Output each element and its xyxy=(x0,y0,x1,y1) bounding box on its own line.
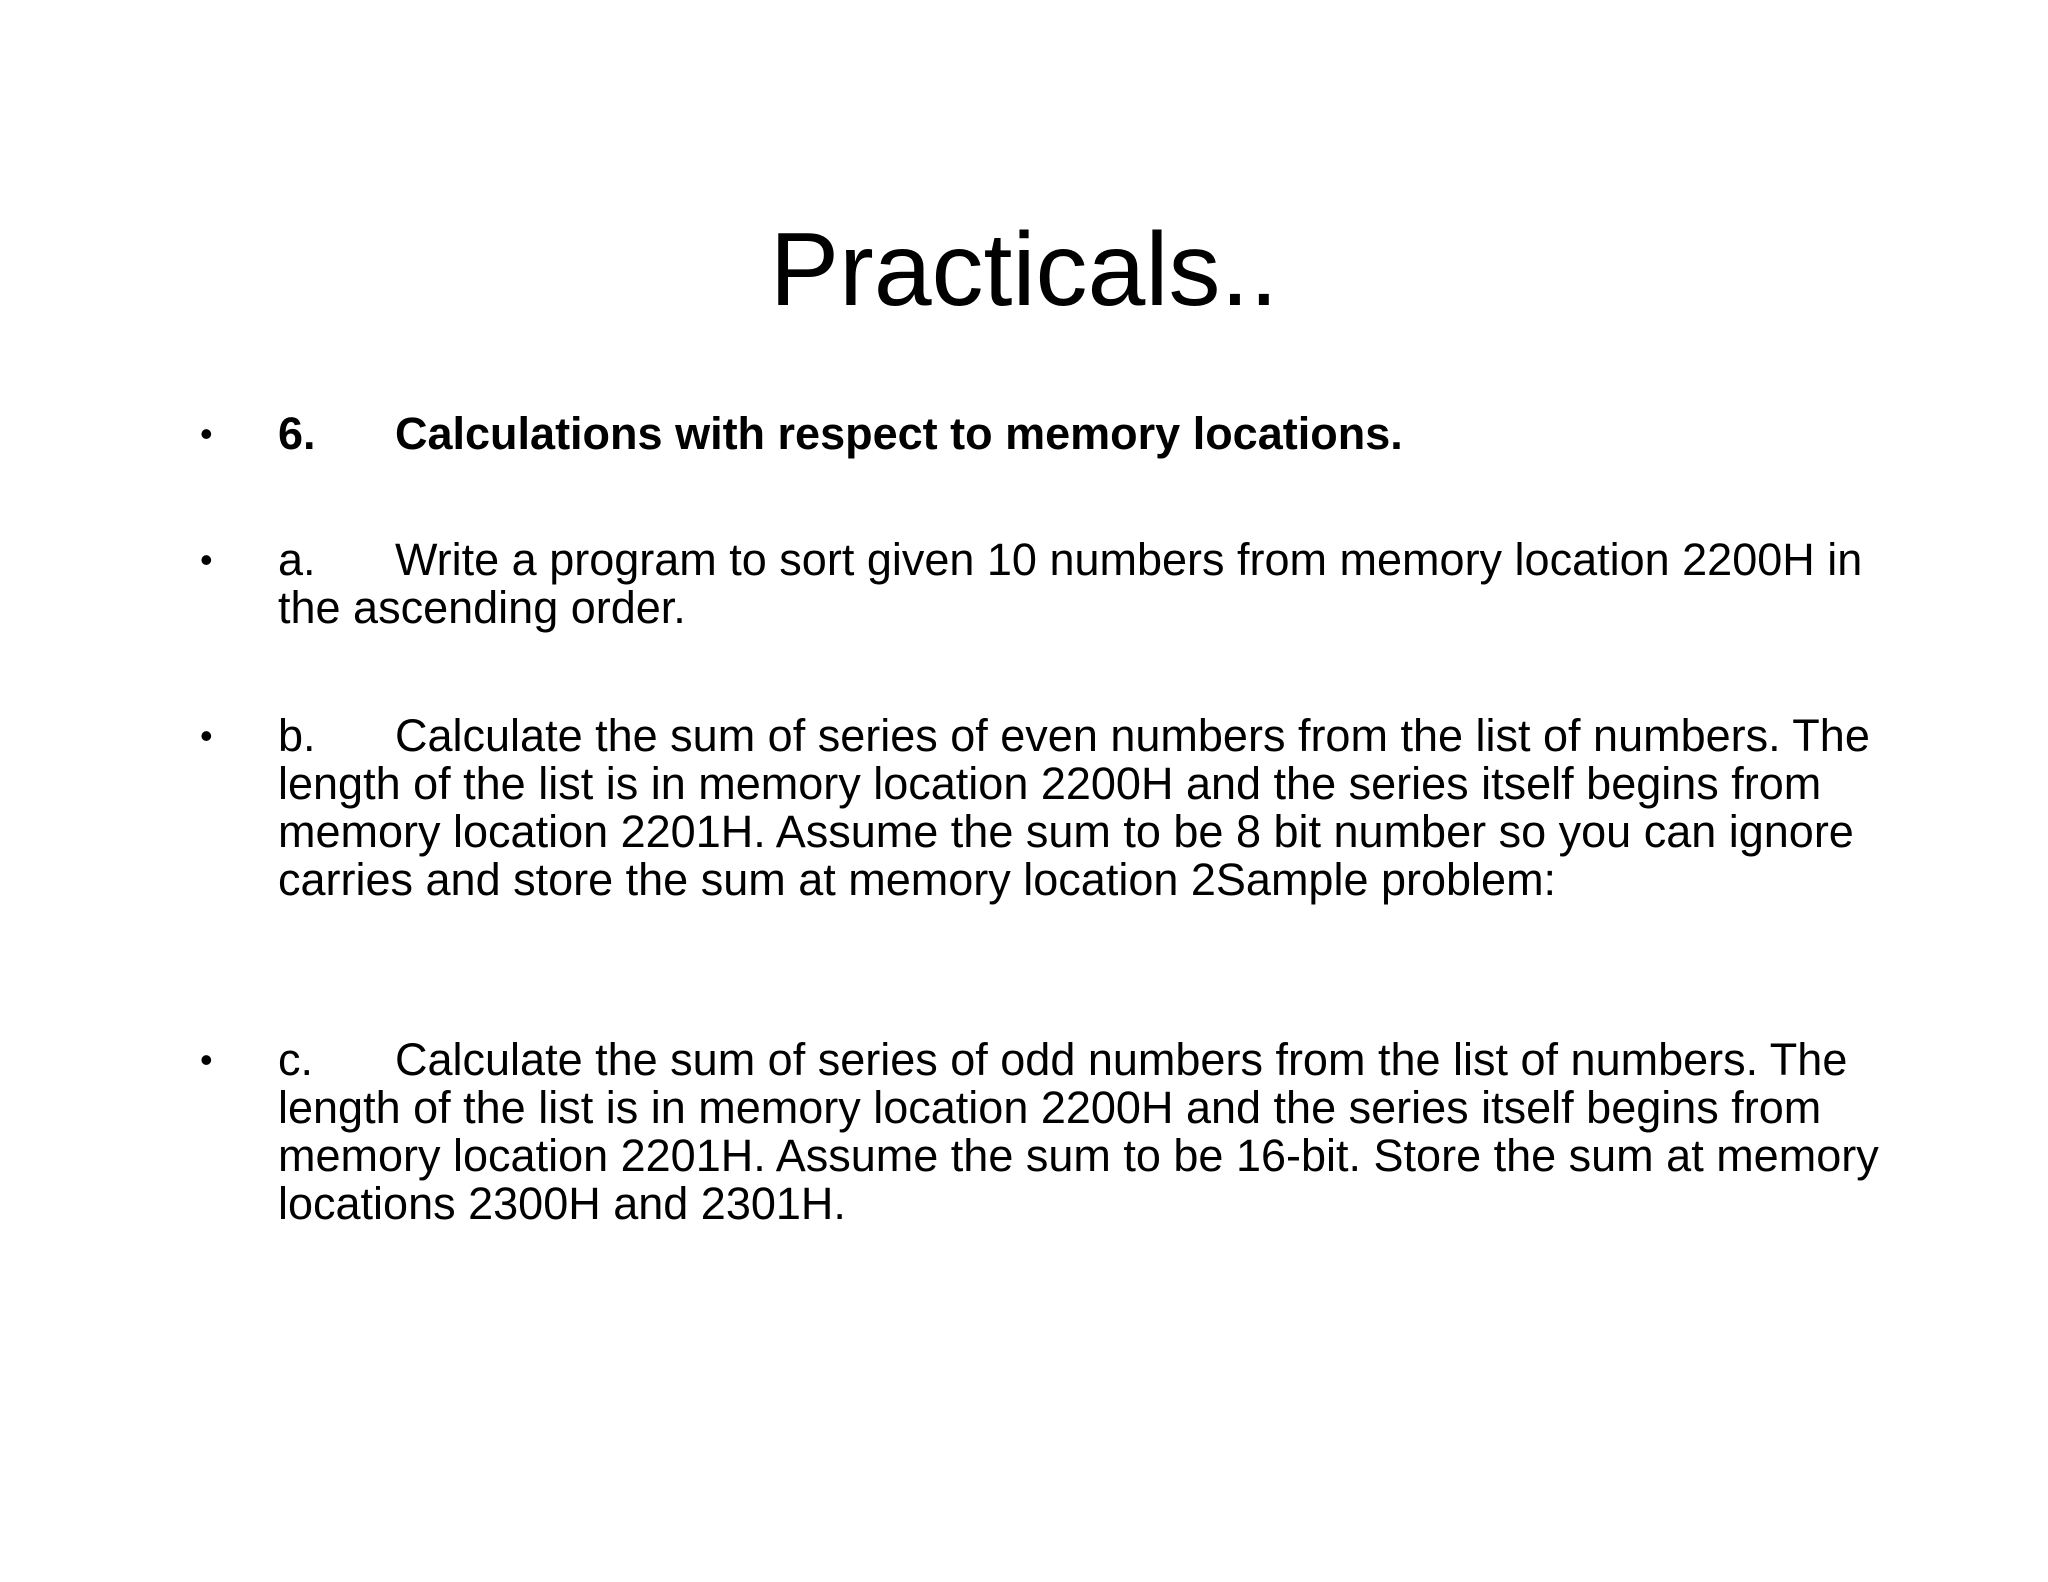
item-number: 6. xyxy=(278,408,316,459)
item-text: Calculate the sum of series of even numbers from the list of numbers. The length of the list is in memory location 2200H and the series itself begins from memory location 2201H. Assume the sum to be 8 bit number so you can ignore carries and store the sum at memory location 2Sample problem: xyxy=(278,710,1870,905)
item-letter: c. xyxy=(278,1034,314,1085)
bullet-dot: • xyxy=(200,539,213,580)
slide-title: Practicals.. xyxy=(769,212,1279,328)
item-text: Calculations with respect to memory locations. xyxy=(395,408,1403,459)
item-letter: b. xyxy=(278,710,316,761)
bullet-dot: • xyxy=(200,1039,213,1080)
item-text: Calculate the sum of series of odd numbers from the list of numbers. The length of the list is in memory location 2200H and the series itself begins from memory location 2201H. Assume the sum to be 16-bit. Store the sum at memory locations 2300H and 2301H. xyxy=(278,1034,1879,1229)
item-text: Write a program to sort given 10 numbers from memory location 2200H in the ascending order. xyxy=(278,534,1863,633)
bullet-dot: • xyxy=(200,715,213,756)
item-letter: a. xyxy=(278,534,316,585)
bullet-dot: • xyxy=(200,413,213,454)
